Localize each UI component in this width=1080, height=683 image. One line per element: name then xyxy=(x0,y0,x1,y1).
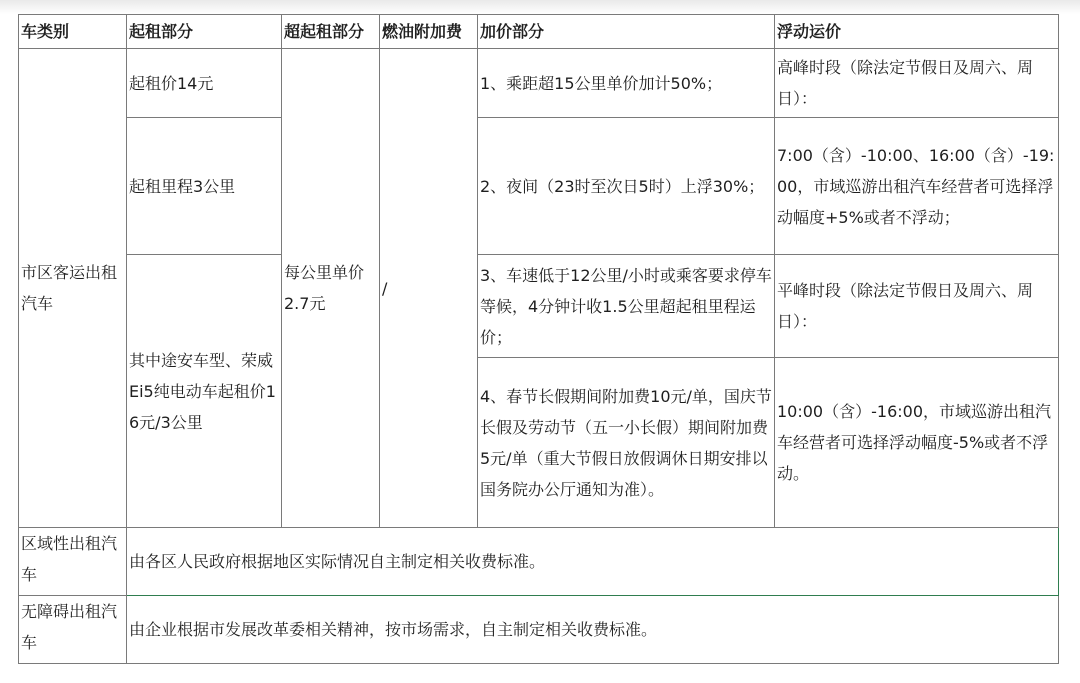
table-row xyxy=(19,118,1059,255)
offpeak-hours-heading: 平峰时段（除法定节假日及周六、周日）： xyxy=(775,255,1059,358)
header-row xyxy=(19,15,1059,49)
table-row xyxy=(19,596,1059,664)
regional-taxi-description: 由各区人民政府根据地区实际情况自主制定相关收费标准。 xyxy=(127,528,1059,596)
offpeak-hours-detail: 10:00（含）-16:00，市域巡游出租汽车经营者可选择浮动幅度-5%或者不浮动。 xyxy=(775,358,1059,528)
header-floating-fare: 浮动运价 xyxy=(775,15,1059,49)
surcharge-item-4: 4、春节长假期间附加费10元/单，国庆节长假及劳动节（五一小长假）期间附加费5元/单（重大节假日放假调休日期安排以国务院办公厅通知为准）。 xyxy=(478,358,775,528)
header-start-part: 起租部分 xyxy=(127,15,282,49)
accessible-taxi-description: 由企业根据市发展改革委相关精神，按市场需求，自主制定相关收费标准。 xyxy=(127,596,1059,664)
table-row xyxy=(19,528,1059,596)
accessible-taxi-category: 无障碍出租汽车 xyxy=(19,596,127,664)
fuel-surcharge-cell: / xyxy=(380,49,478,528)
urban-taxi-category: 市区客运出租汽车 xyxy=(19,49,127,528)
regional-taxi-category: 区域性出租汽车 xyxy=(19,528,127,596)
per-km-price-cell: 每公里单价2.7元 xyxy=(282,49,380,528)
header-surcharge-part: 加价部分 xyxy=(478,15,775,49)
table-row xyxy=(19,255,1059,358)
peak-hours-detail: 7:00（含）-10:00、16:00（含）-19:00，市域巡游出租汽车经营者可选择浮动幅度+5%或者不浮动； xyxy=(775,118,1059,255)
header-fuel-surcharge: 燃油附加费 xyxy=(380,15,478,49)
peak-hours-heading: 高峰时段（除法定节假日及周六、周日）： xyxy=(775,49,1059,118)
special-model-start-price: 其中途安车型、荣威Ei5纯电动车起租价16元/3公里 xyxy=(127,255,282,528)
surcharge-item-1: 1、乘距超15公里单价加计50%； xyxy=(478,49,775,118)
taxi-fare-table xyxy=(18,14,1059,664)
surcharge-item-2: 2、夜间（23时至次日5时）上浮30%； xyxy=(478,118,775,255)
start-price-cell: 起租价14元 xyxy=(127,49,282,118)
header-vehicle-type: 车类别 xyxy=(19,15,127,49)
top-shade xyxy=(0,0,1080,14)
start-distance-cell: 起租里程3公里 xyxy=(127,118,282,255)
surcharge-item-3: 3、车速低于12公里/小时或乘客要求停车等候，4分钟计收1.5公里超起租里程运价； xyxy=(478,255,775,358)
table-row xyxy=(19,49,1059,118)
header-over-start-part: 超起租部分 xyxy=(282,15,380,49)
